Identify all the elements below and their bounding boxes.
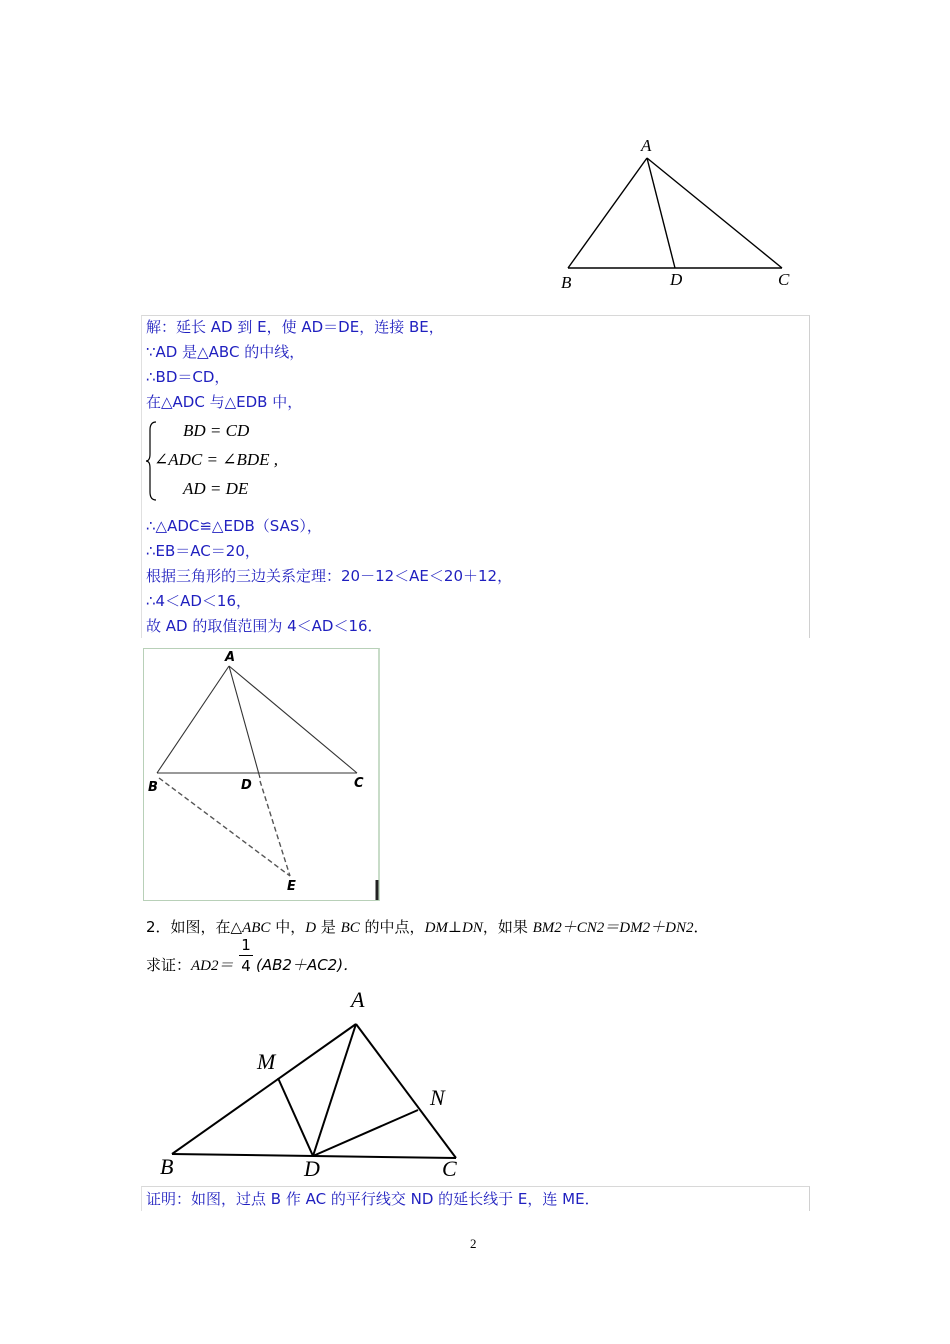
segment-ad [313,1024,356,1156]
prove-label: 求证： [146,956,192,974]
question-text-a: 如图，在△ [170,918,243,936]
solution-line-3: ∴BD＝CD， [146,368,230,386]
solution-line-1: 解：延长 AD 到 E，使 AD＝DE，连接 BE， [146,318,444,336]
solution-line-9: 故 AD 的取值范围为 4＜AD＜16． [146,617,383,635]
point-d: D [305,920,317,936]
side-ab [172,1024,356,1154]
median-ad [647,158,675,268]
question-text-b: 中， [270,918,306,936]
fig2-label-d: D [241,778,252,793]
fig1-label-c: C [778,270,790,289]
fig3-label-n: N [430,1085,445,1110]
fig3-label-b: B [160,1154,174,1179]
question-text-c: 是 [316,918,341,936]
solution-line-2: ∵AD 是△ABC 的中线， [146,343,305,361]
question-2-line-2 [146,954,234,975]
solution-line-7: 根据三角形的三边关系定理：20－12＜AE＜20＋12， [146,567,513,585]
fig2-label-e: E [287,879,296,894]
segment-dn [313,1110,418,1156]
proof-line-1: 证明：如图，过点 B 作 AC 的平行线交 ND 的延长线于 E，连 ME． [146,1190,600,1208]
question-text-f: ． [693,918,709,936]
page-number: 2 [470,1236,477,1251]
fig2-label-b: B [148,780,158,795]
fig3-label-a: A [351,987,365,1012]
fig1-label-b: B [561,273,572,292]
fig3-label-c: C [442,1156,457,1181]
system-line-3: AD = DE [183,479,249,498]
fig1-label-d: D [670,270,683,289]
fig2-label-c: C [354,776,364,791]
sum-of-squares-condition: BM2＋CN2＝DM2＋DN2 [532,920,694,936]
segment-bc: BC [340,920,360,936]
figure-extended-triangle-lines [143,648,383,903]
perpendicular-condition: DM⊥DN [424,920,483,936]
solution-line-4: 在△ADC 与△EDB 中， [146,393,303,411]
segment-dm [278,1078,313,1156]
solution-line-8: ∴4＜AD＜16， [146,592,251,610]
fraction-numerator: 1 [241,936,251,954]
question-text-e: ，如果 [482,918,533,936]
side-ac [647,158,782,268]
fig3-label-d: D [304,1156,320,1181]
solution-line-5: ∴△ADC≌△EDB（SAS）， [146,517,322,535]
solution-line-6: ∴EB＝AC＝20， [146,542,260,560]
solution-box [141,315,810,638]
question-text-d: 的中点， [359,918,425,936]
fraction-one-quarter [239,936,253,975]
fig1-label-a: A [641,136,652,155]
system-line-2: ∠ADC = ∠BDE , [154,450,279,469]
question-number: 2． [146,918,171,936]
system-line-1: BD = CD [183,421,250,440]
fig2-label-a: A [225,650,236,665]
fig3-label-m: M [257,1049,276,1074]
fraction-denominator: 4 [241,957,251,975]
question-2-line-1 [146,916,708,937]
triangle-abc: ABC [242,920,271,936]
ad-squared: AD2＝ [191,958,234,974]
rhs-expression: (AB2＋AC2)． [256,956,359,974]
side-ab [568,158,647,268]
